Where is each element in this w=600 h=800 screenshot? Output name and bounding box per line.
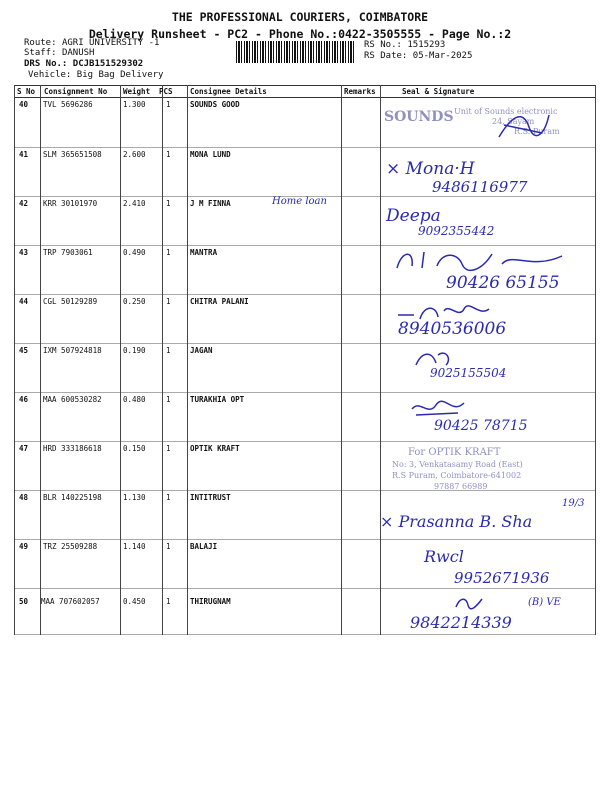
- cell-pcs: 1: [166, 248, 171, 257]
- handwritten-note: Home loan: [272, 196, 327, 207]
- col-header-seal-signature: Seal & Signature: [402, 87, 475, 96]
- rs-no-label: RS No.:: [364, 40, 402, 50]
- cell-pcs: 1: [166, 346, 171, 355]
- vehicle-line: [28, 70, 163, 80]
- document-title: THE PROFESSIONAL COURIERS, COIMBATORE: [171, 10, 429, 24]
- cell-pcs: 1: [166, 199, 171, 208]
- cell-sno: 43: [19, 248, 29, 257]
- staff-label: Staff:: [24, 48, 57, 58]
- cell-sno: 42: [19, 199, 29, 208]
- cell-sno: 50: [19, 597, 29, 606]
- seal-stamp-line: Unit of Sounds electronic: [454, 107, 558, 116]
- staff-value: DANUSH: [61, 48, 95, 58]
- cell-sno: 46: [19, 395, 29, 404]
- cell-sno: 47: [19, 444, 29, 453]
- cell-consignment: TRZ 25509288: [43, 542, 98, 551]
- cell-consignee: OPTIK KRAFT: [190, 444, 240, 453]
- cell-consignee: INTITRUST: [190, 493, 231, 502]
- cell-weight: 0.150: [123, 444, 146, 453]
- handwritten-phone: 9486116977: [432, 178, 528, 196]
- handwritten-phone: 9092355442: [418, 224, 495, 238]
- handwritten-phone: 9952671936: [454, 569, 550, 587]
- handwritten-name: × Mona·H: [386, 159, 475, 179]
- cell-sno: 41: [19, 150, 29, 159]
- cell-consignee: BALAJI: [190, 542, 218, 551]
- cell-consignee: MONA LUND: [190, 150, 231, 159]
- cell-consignment: CGL 50129289: [43, 297, 98, 306]
- cell-weight: 0.450: [123, 597, 146, 606]
- cell-sno: 45: [19, 346, 29, 355]
- cell-pcs: 1: [166, 444, 171, 453]
- route-label: Route:: [24, 38, 57, 48]
- route-line: [24, 38, 159, 48]
- drs-line: [24, 59, 143, 69]
- cell-consignment: SLM 365651508: [43, 150, 102, 159]
- col-header-consignee: Consignee Details: [190, 87, 267, 96]
- handwritten-phone: 8940536006: [398, 319, 507, 339]
- seal-stamp-brand: SOUNDS: [384, 109, 454, 125]
- cell-weight: 2.410: [123, 199, 146, 208]
- seal-stamp-line: 24, Sayam: [492, 117, 535, 126]
- handwritten-phone: 9842214339: [410, 613, 512, 632]
- document-subtitle: Delivery Runsheet - PC2 - Phone No.:0422-3505555 - Page No.:2: [88, 27, 512, 41]
- cell-consignment: TRP 7903061: [43, 248, 93, 257]
- cell-sno: 44: [19, 297, 29, 306]
- drs-label: DRS No.:: [24, 59, 68, 69]
- cell-pcs: 1: [166, 542, 171, 551]
- cell-consignment: KRR 30101970: [43, 199, 98, 208]
- handwritten-phone: 90426 65155: [446, 273, 560, 293]
- seal-stamp-line: For OPTIK KRAFT: [408, 447, 501, 458]
- seal-stamp-line: No: 3, Venkatasamy Road (East): [392, 460, 523, 469]
- handwritten-phone: 9025155504: [430, 366, 507, 380]
- vehicle-value: Big Bag Delivery: [76, 70, 164, 80]
- cell-consignment: MAA 600530282: [43, 395, 102, 404]
- handwritten-date: 19/3: [562, 498, 585, 509]
- col-header-weight: Weight: [123, 87, 151, 96]
- cell-weight: 2.600: [123, 150, 146, 159]
- cell-consignee: SOUNDS GOOD: [190, 100, 240, 109]
- col-header-pcs: PCS: [159, 87, 173, 96]
- cell-consignee: J M FINNA: [190, 199, 231, 208]
- vehicle-label: Vehicle:: [28, 70, 72, 80]
- cell-consignment: TVL 5696286: [43, 100, 93, 109]
- rs-date-line: [364, 51, 472, 61]
- cell-weight: 1.300: [123, 100, 146, 109]
- col-header-remarks: Remarks: [344, 87, 376, 96]
- cell-pcs: 1: [166, 493, 171, 502]
- signature-scribble: [494, 107, 554, 143]
- seal-stamp-line: 97887 66989: [434, 482, 488, 491]
- cell-consignee: TURAKHIA OPT: [190, 395, 245, 404]
- col-header-sno: S No: [17, 87, 36, 96]
- seal-stamp-line: R.S Puram, Coimbatore-641002: [392, 471, 522, 480]
- cell-weight: 0.480: [123, 395, 146, 404]
- cell-sno: 49: [19, 542, 29, 551]
- cell-consignee: THIRUGNAM: [190, 597, 231, 606]
- cell-weight: 1.140: [123, 542, 146, 551]
- rs-no-value: 1515293: [407, 40, 446, 50]
- cell-pcs: 1: [166, 150, 171, 159]
- cell-sno: 48: [19, 493, 29, 502]
- cell-consignment: IXM 507924818: [43, 346, 102, 355]
- rs-date-label: RS Date:: [364, 51, 408, 61]
- runsheet-table: [14, 85, 596, 635]
- drs-value: DCJB151529302: [72, 59, 144, 69]
- signature-scribble: [392, 248, 572, 274]
- seal-stamp-line: R.S. Puram: [514, 127, 560, 136]
- cell-consignment: BLR 140225198: [43, 493, 102, 502]
- handwritten-phone: 90425 78715: [434, 418, 528, 434]
- cell-pcs: 1: [166, 395, 171, 404]
- handwritten-signature: × Prasanna B. Sha: [380, 512, 533, 531]
- cell-pcs: 1: [166, 597, 171, 606]
- cell-weight: 1.130: [123, 493, 146, 502]
- handwritten-note: (B) VE: [528, 597, 561, 608]
- cell-consignee: MANTRA: [190, 248, 218, 257]
- signature-scribble: [454, 595, 484, 611]
- handwritten-signature: Deepa: [386, 206, 441, 226]
- col-header-consignment: Consignment No: [44, 87, 108, 96]
- cell-pcs: 1: [166, 100, 171, 109]
- cell-weight: 0.490: [123, 248, 146, 257]
- rs-date-value: 05-Mar-2025: [412, 51, 473, 61]
- staff-line: [24, 48, 94, 58]
- cell-consignee: CHITRA PALANI: [190, 297, 249, 306]
- barcode: [236, 41, 356, 63]
- cell-pcs: 1: [166, 297, 171, 306]
- rs-no-line: [364, 40, 445, 50]
- cell-consignee: JAGAN: [190, 346, 213, 355]
- cell-weight: 0.190: [123, 346, 146, 355]
- cell-weight: 0.250: [123, 297, 146, 306]
- cell-consignment: MAA 707602057: [41, 597, 100, 606]
- route-value: AGRI UNIVERSITY -1: [61, 38, 160, 48]
- handwritten-signature: Rwcl: [424, 547, 464, 566]
- cell-sno: 40: [19, 100, 29, 109]
- cell-consignment: HRD 333186618: [43, 444, 102, 453]
